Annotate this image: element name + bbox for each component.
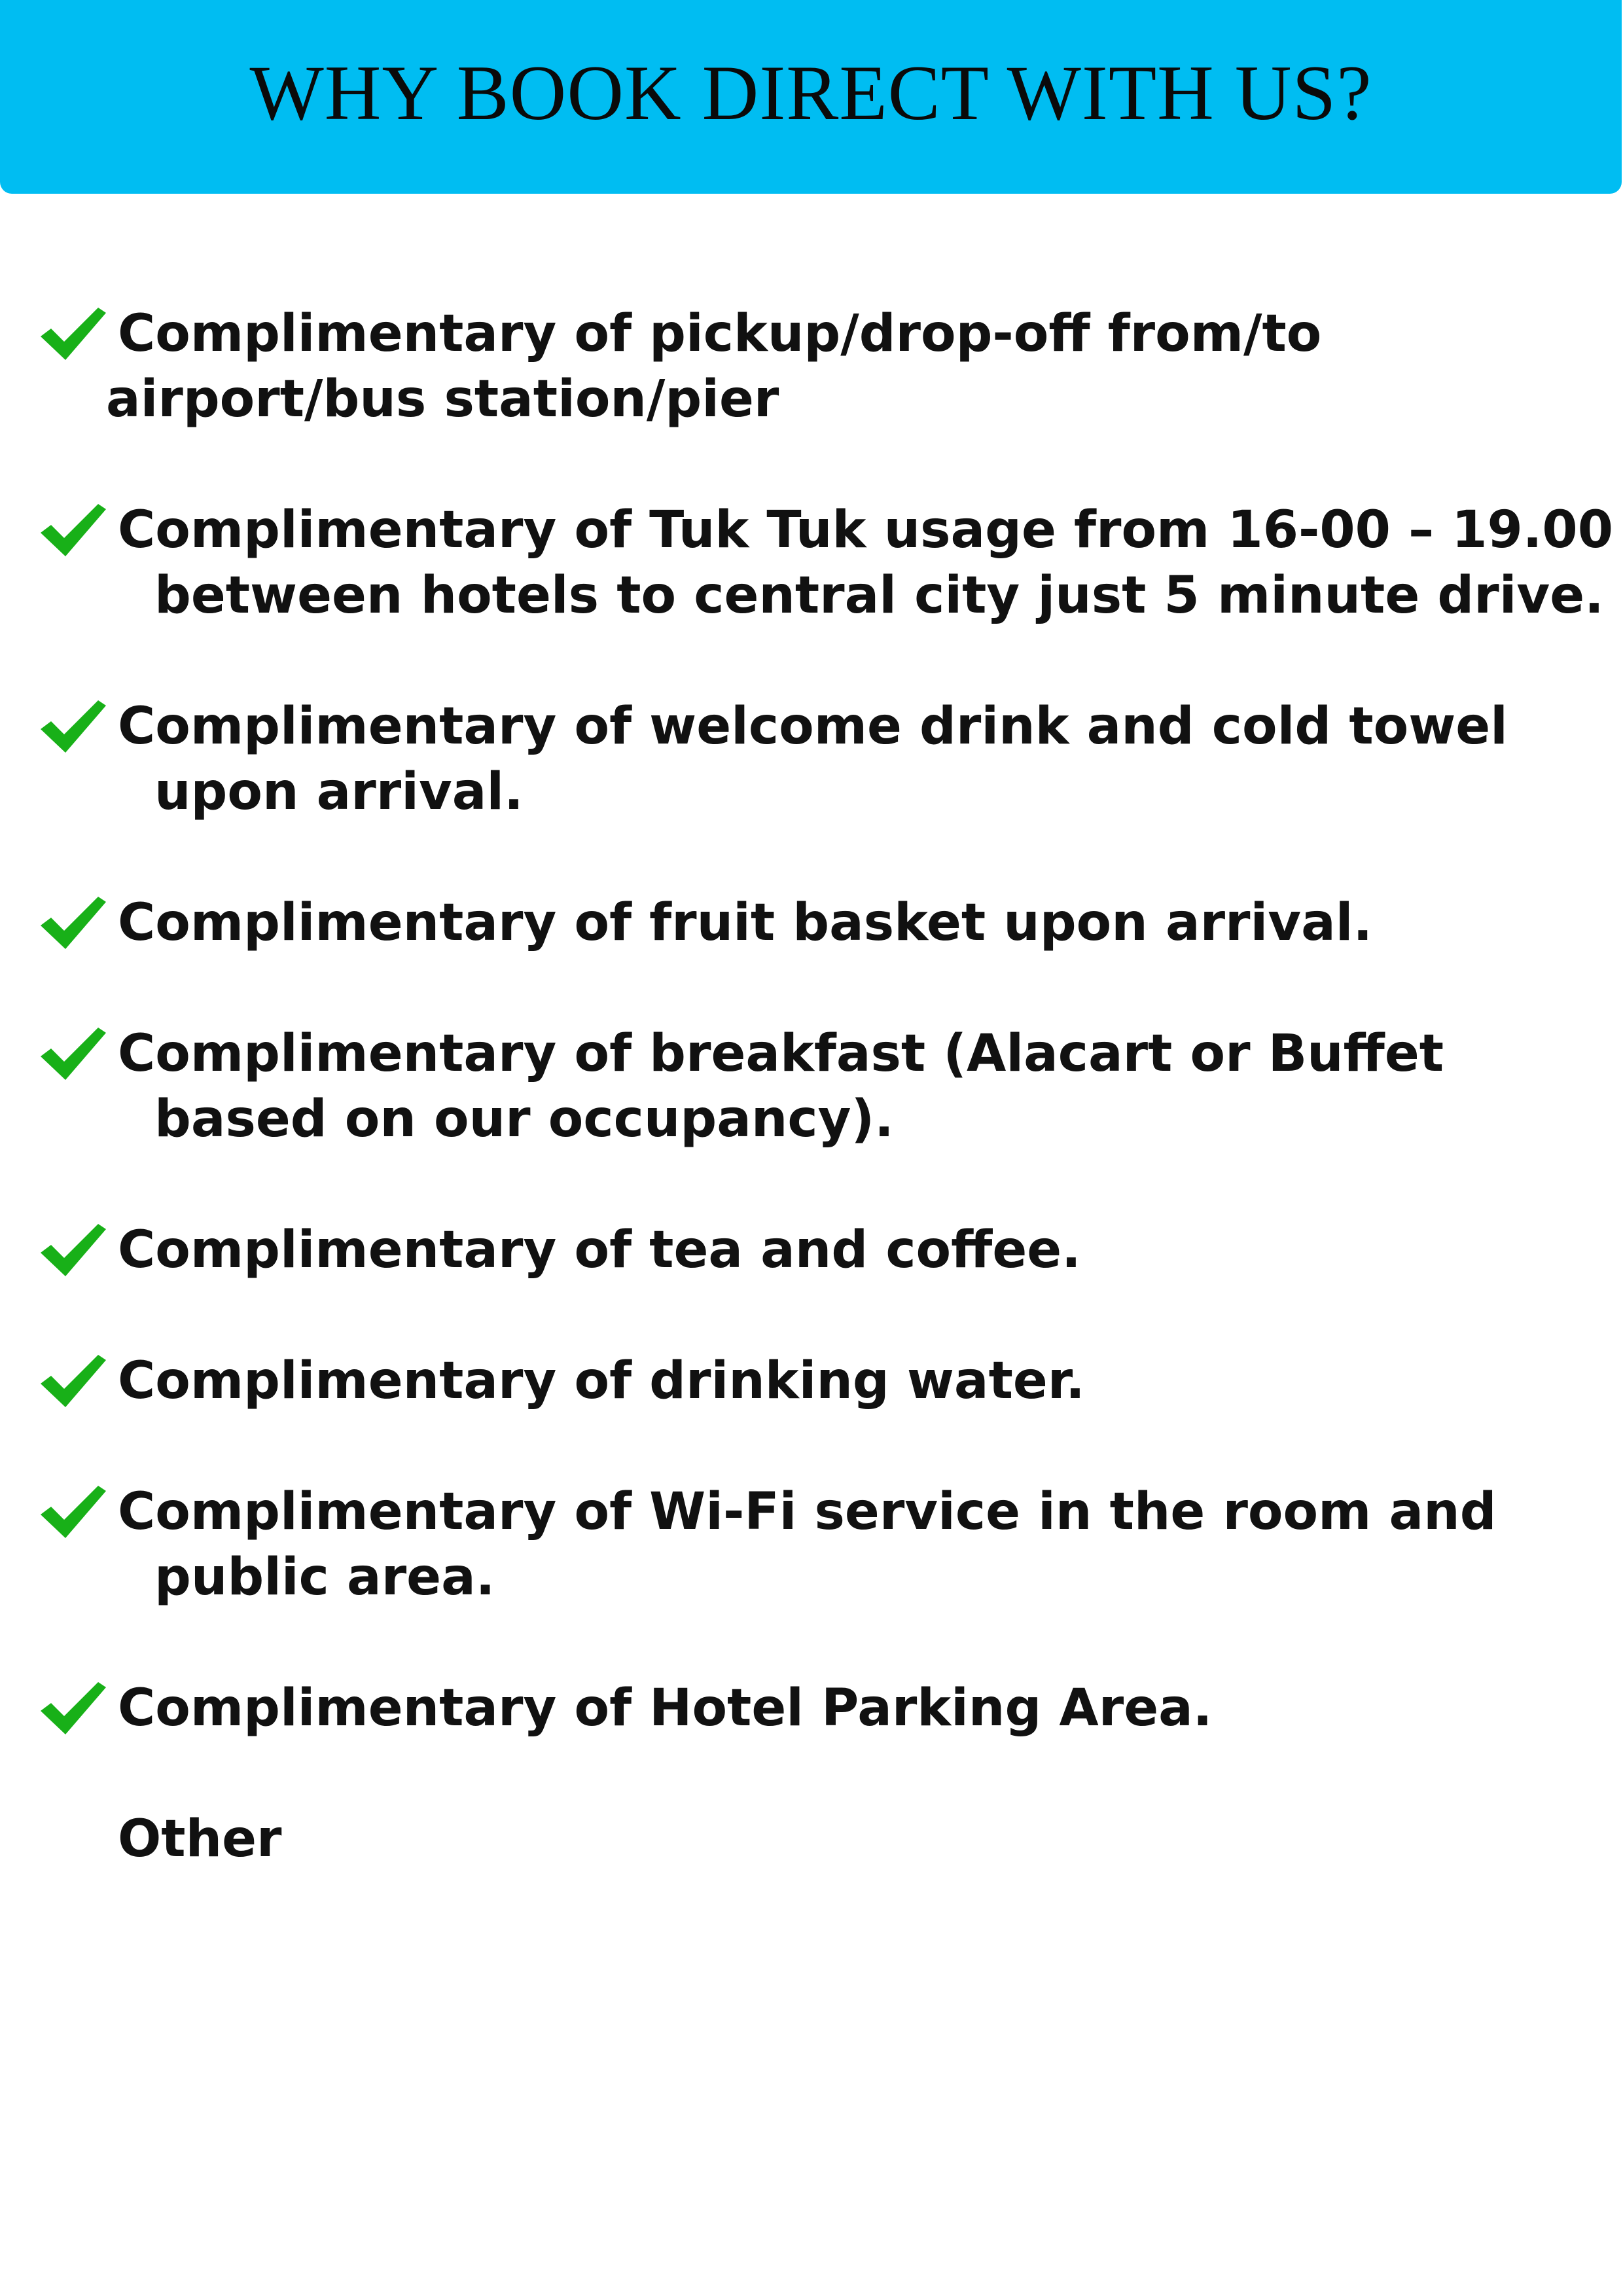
benefit-text-continued: public area. (154, 1548, 495, 1607)
benefit-text: Complimentary of fruit basket upon arrival. (118, 893, 1373, 952)
other-label: Other (118, 1810, 282, 1869)
check-icon (38, 1351, 109, 1410)
check-icon (38, 696, 109, 755)
benefit-text-continued: airport/bus station/pier (106, 370, 779, 429)
check-icon (38, 304, 109, 363)
check-icon (38, 893, 109, 952)
check-icon (38, 1024, 109, 1083)
benefit-text: Complimentary of Hotel Parking Area. (118, 1679, 1213, 1738)
benefit-text: Complimentary of Tuk Tuk usage from 16-00 – 19.00 (118, 501, 1613, 560)
benefit-text: Complimentary of drinking water. (118, 1352, 1085, 1410)
check-icon (38, 500, 109, 559)
benefit-text: Complimentary of breakfast (Alacart or Buffet (118, 1024, 1444, 1083)
benefit-text: Complimentary of welcome drink and cold towel (118, 697, 1508, 756)
benefit-text-continued: based on our occupancy). (154, 1090, 894, 1149)
check-icon (38, 1678, 109, 1737)
page-title: WHY BOOK DIRECT WITH US? (249, 49, 1372, 136)
check-icon (38, 1220, 109, 1279)
benefit-text-continued: between hotels to central city just 5 minute drive. (154, 566, 1604, 625)
benefit-text: Complimentary of pickup/drop-off from/to (118, 304, 1322, 363)
benefit-text: Complimentary of Wi-Fi service in the room and (118, 1482, 1497, 1541)
check-icon (38, 1482, 109, 1541)
benefit-text-continued: upon arrival. (154, 762, 524, 821)
benefit-text: Complimentary of tea and coffee. (118, 1221, 1081, 1280)
